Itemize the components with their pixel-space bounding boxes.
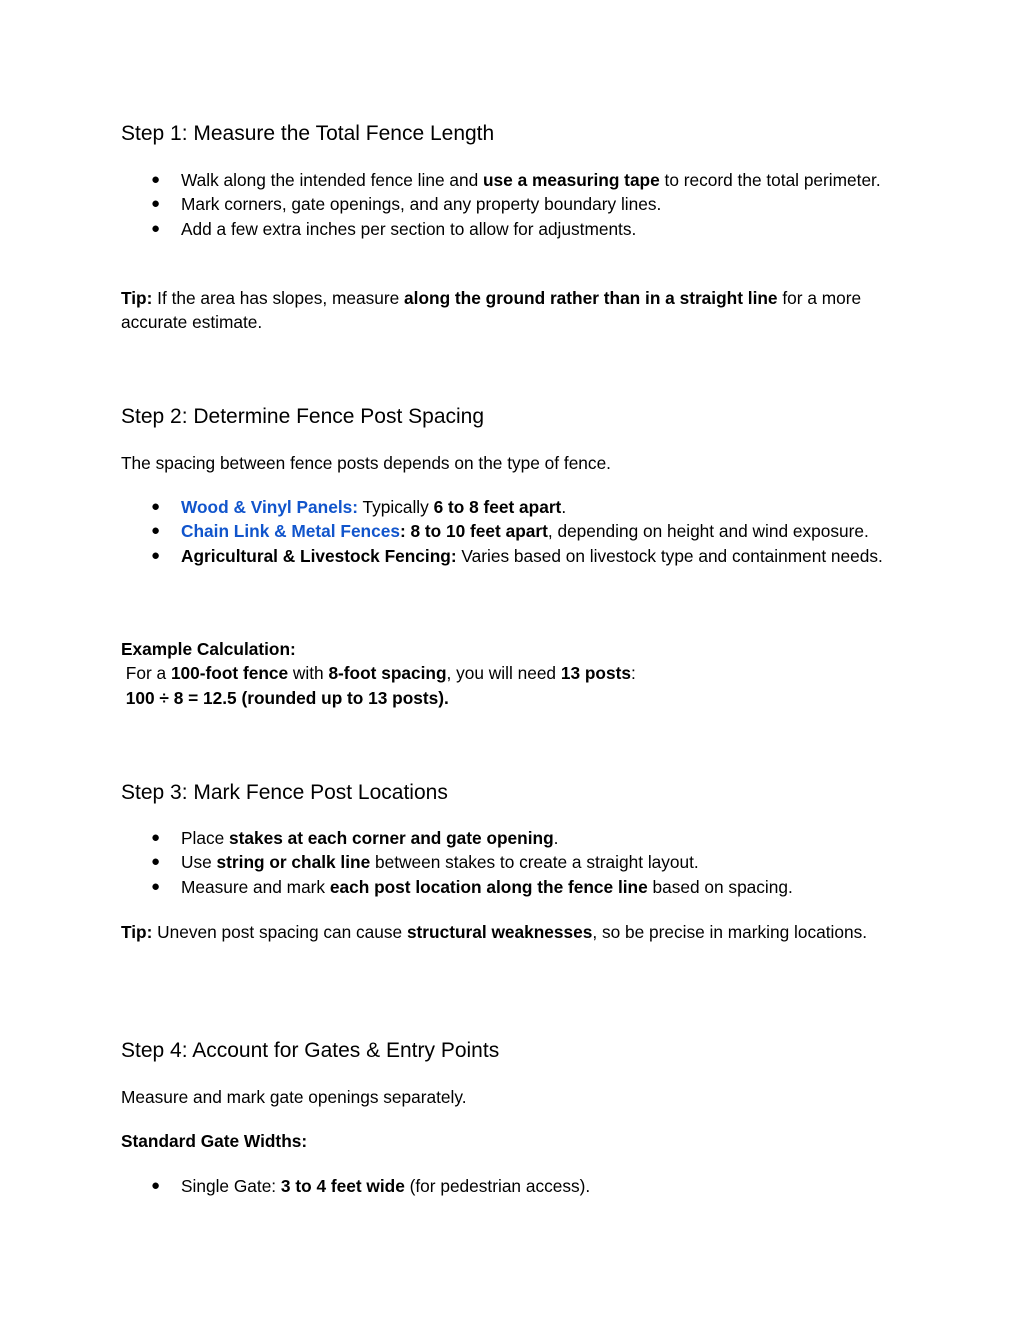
step3-heading: Step 3: Mark Fence Post Locations xyxy=(121,781,448,804)
bullet-icon: ● xyxy=(151,1177,161,1194)
example-title: Example Calculation: xyxy=(121,639,296,659)
chain-link-metal-link[interactable]: Chain Link & Metal Fences xyxy=(181,521,400,542)
step1-list xyxy=(121,168,891,241)
bullet-icon: ● xyxy=(151,171,161,188)
bullet-icon: ● xyxy=(151,522,161,540)
list-item: ● Use string or chalk line between stakes to create a straight layout. xyxy=(121,850,891,874)
bullet-icon: ● xyxy=(151,877,161,895)
example-line-2: 100 ÷ 8 = 12.5 (rounded up to 13 posts). xyxy=(121,687,449,708)
list-item: ● Mark corners, gate openings, and any property boundary lines. xyxy=(121,192,891,216)
step4-list xyxy=(121,1174,891,1198)
step4-subhead: Standard Gate Widths: xyxy=(121,1131,308,1151)
list-item: ● Measure and mark each post location along the fence line based on spacing. xyxy=(121,875,891,899)
wood-vinyl-link[interactable]: Wood & Vinyl Panels: xyxy=(181,497,359,517)
list-item: ● Wood & Vinyl Panels: Typically 6 to 8 feet apart. xyxy=(121,495,891,519)
step3-tip: Tip: Uneven post spacing can cause structural weaknesses, so be precise in marking locations. xyxy=(121,922,868,942)
list-item: ● Chain Link & Metal Fences: 8 to 10 feet apart, depending on height and wind exposure. xyxy=(121,519,891,543)
step2-heading: Step 2: Determine Fence Post Spacing xyxy=(121,405,485,428)
step2-intro: The spacing between fence posts depends on the type of fence. xyxy=(121,453,611,473)
example-calculation xyxy=(121,637,891,710)
list-item: ● Agricultural & Livestock Fencing: Varies based on livestock type and containment needs. xyxy=(121,544,891,568)
step2-list xyxy=(121,495,891,568)
step1-tip: Tip: If the area has slopes, measure along the ground rather than in a straight line for a more accurate estimate. xyxy=(121,288,862,333)
bullet-icon: ● xyxy=(151,219,161,237)
bullet-icon: ● xyxy=(151,195,161,213)
bullet-icon: ● xyxy=(151,546,161,564)
bullet-icon: ● xyxy=(151,498,161,515)
step4-heading: Step 4: Account for Gates & Entry Points xyxy=(121,1039,500,1062)
step1-heading: Step 1: Measure the Total Fence Length xyxy=(121,122,495,145)
bullet-icon: ● xyxy=(151,829,161,846)
list-item: ● Place stakes at each corner and gate opening. xyxy=(121,826,891,850)
list-item: ● Walk along the intended fence line and use a measuring tape to record the total perimeter. xyxy=(121,168,891,192)
example-line-1: For a 100-foot fence with 8-foot spacing, you will need 13 posts: xyxy=(121,663,636,684)
step4-intro: Measure and mark gate openings separately. xyxy=(121,1087,467,1107)
step3-list xyxy=(121,826,891,899)
bullet-icon: ● xyxy=(151,853,161,871)
list-item: ● Single Gate: 3 to 4 feet wide (for pedestrian access). xyxy=(121,1174,891,1198)
list-item: ● Add a few extra inches per section to allow for adjustments. xyxy=(121,217,891,241)
